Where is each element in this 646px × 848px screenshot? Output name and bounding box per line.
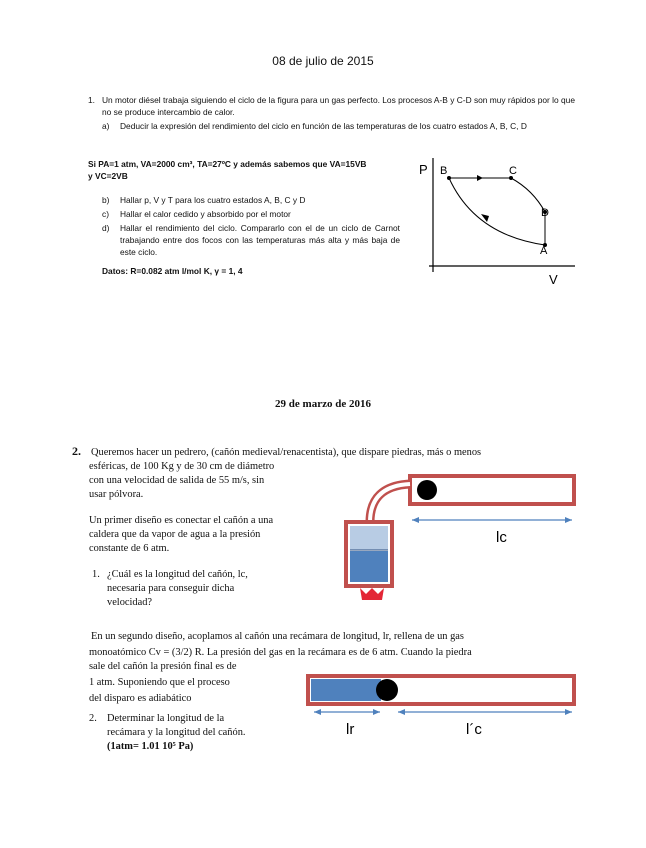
q2-line-3: (1atm= 1.01 10⁵ Pa) <box>107 741 194 752</box>
given-line-2: y VC=2VB <box>88 171 128 181</box>
problem2-intro-2: esféricas, de 100 Kg y de 30 cm de diámetro <box>89 461 275 472</box>
label-c: C <box>509 165 517 177</box>
problem2-intro-1: Queremos hacer un pedrero, (cañón medieval/renacentista), que dispare piedras, más o menos <box>91 447 482 458</box>
q1-line-3: velocidad? <box>107 597 153 608</box>
design2-line-4: 1 atm. Suponiendo que el proceso <box>89 677 230 688</box>
item-d-text: Hallar el rendimiento del ciclo. Compararlo con el de un ciclo de Carnot trabajando entre dos focos con las temperaturas más alta y más baja de este ciclo. <box>120 223 400 257</box>
boiler-water <box>350 551 388 582</box>
item-a-text: Deducir la expresión del rendimiento del ciclo en función de las temperaturas de los cuatro estados A, B, C, D <box>120 121 527 131</box>
design1-line-3: constante de 6 atm. <box>89 543 170 554</box>
lc2-label: l´c <box>466 721 482 738</box>
boiler-cannon-figure <box>340 470 580 610</box>
design2-line-3: sale del cañón la presión final es de <box>89 661 237 672</box>
given-line-1: Si PA=1 atm, VA=2000 cm³, TA=27ºC y además sabemos que VA=15VB <box>88 159 367 169</box>
process-a-b <box>449 178 545 245</box>
lc-label: lc <box>496 529 507 546</box>
q2-marker: 2. <box>89 713 97 724</box>
design2-line-1: En un segundo diseño, acoplamos al cañón una recámara de longitud, lr, rellena de un gas <box>91 631 464 642</box>
lc2-arrow-left <box>398 709 405 715</box>
section2-date: 29 de marzo de 2016 <box>275 398 371 410</box>
arrow-b-c <box>477 175 483 181</box>
problem1-intro: Un motor diésel trabaja siguiendo el ciclo de la figura para un gas perfecto. Los procesos A-B y C-D son muy rápidos por lo que no se produce intercambio de calor. <box>102 95 575 117</box>
design1-line-2: caldera que da vapor de agua a la presión <box>89 529 261 540</box>
lr-label: lr <box>346 721 355 738</box>
problem2-intro-4: usar pólvora. <box>89 489 144 500</box>
problem1-number: 1. <box>88 95 95 105</box>
item-a-marker: a) <box>102 121 110 131</box>
q2-line-1: Determinar la longitud de la <box>107 713 225 724</box>
lc-arrow-right <box>565 517 572 523</box>
stone-ball <box>417 480 437 500</box>
design2-line-2: monoatómico Cv = (3/2) R. La presión del gas en la recámara es de 6 atm. Cuando la piedra <box>89 647 472 658</box>
lc2-arrow-right <box>565 709 572 715</box>
gas-chamber <box>311 679 381 701</box>
process-c-d <box>511 178 545 212</box>
problem2-intro-3: con una velocidad de salida de 55 m/s, sin <box>89 475 265 486</box>
design1-line-1: Un primer diseño es conectar el cañón a una <box>89 515 274 526</box>
label-a: A <box>540 245 548 257</box>
data-line: Datos: R=0.082 atm l/mol K, γ = 1, 4 <box>102 266 243 276</box>
stone-ball-2 <box>376 679 398 701</box>
label-d: D <box>541 207 549 219</box>
q1-marker: 1. <box>92 569 100 580</box>
lc-arrow-left <box>412 517 419 523</box>
item-d-marker: d) <box>102 223 110 233</box>
burner-core <box>368 592 376 600</box>
design2-line-5: del disparo es adiabático <box>89 693 192 704</box>
v-axis-label: V <box>549 272 558 287</box>
lr-arrow-left <box>314 709 321 715</box>
item-c-marker: c) <box>102 209 109 219</box>
boiler-steam <box>350 526 388 550</box>
lr-arrow-right <box>373 709 380 715</box>
section1-date: 08 de julio de 2015 <box>272 54 374 68</box>
q2-line-2: recámara y la longitud del cañón. <box>107 727 246 738</box>
item-c-text: Hallar el calor cedido y absorbido por el motor <box>120 209 291 219</box>
label-b: B <box>440 165 448 177</box>
chamber-cannon-figure <box>300 672 580 742</box>
q1-line-2: necesaria para conseguir dicha <box>107 583 235 594</box>
item-b-text: Hallar p, V y T para los cuatro estados A, B, C y D <box>120 195 306 205</box>
p-axis-label: P <box>419 162 428 177</box>
item-b-marker: b) <box>102 195 110 205</box>
q1-line-1: ¿Cuál es la longitud del cañón, lc, <box>107 569 248 580</box>
point-b <box>447 176 451 180</box>
pv-cycle-diagram <box>415 150 585 290</box>
problem2-number: 2. <box>72 444 81 458</box>
steam-pipe-inner <box>370 484 410 522</box>
